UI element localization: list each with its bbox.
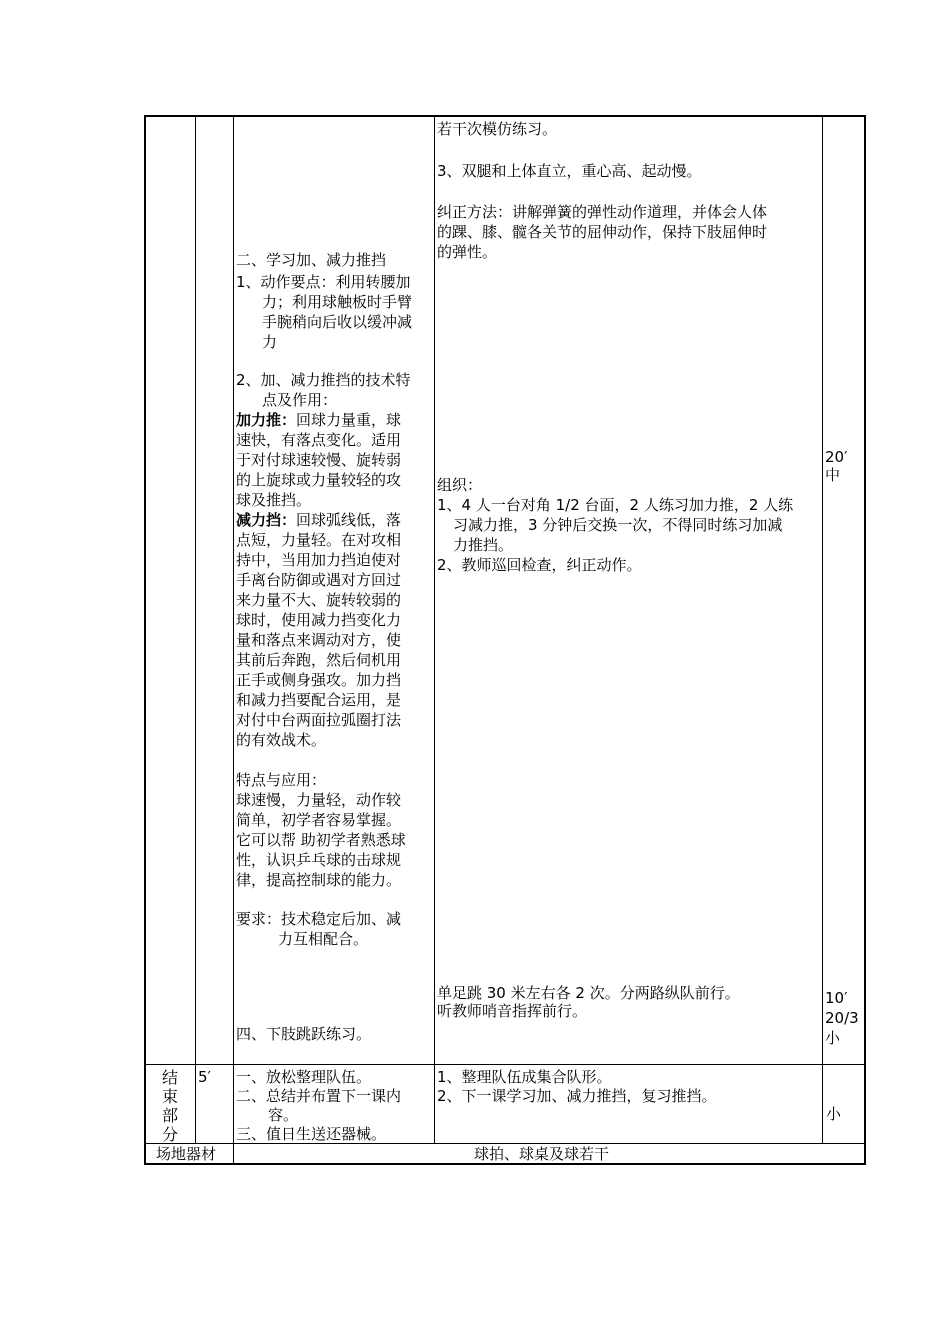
method-line: 若干次模仿练习。 — [437, 120, 558, 138]
organisation-title: 组织： — [437, 476, 483, 494]
organisation-line: 力推挡。 — [453, 536, 514, 554]
end-section-top-border — [144, 1064, 866, 1065]
jia-text: 回球力量重，球 — [296, 411, 402, 429]
jian-paragraph-line: 手离台防御或遇对方回过 — [236, 571, 402, 589]
jia-paragraph-line — [236, 411, 401, 430]
jia-paragraph-line: 于对付球速较慢、旋转弱 — [236, 451, 402, 469]
jia-label: 加力推： — [236, 411, 297, 429]
jump-line: 听教师哨音指挥前行。 — [437, 1002, 588, 1020]
jian-paragraph-line: 和减力挡要配合运用，是 — [236, 691, 402, 709]
jian-paragraph-line: 正手或侧身强攻。加力挡 — [236, 671, 402, 689]
end-section-label-char: 部 — [161, 1106, 178, 1125]
table-right-border — [864, 115, 866, 1165]
section-two-title: 二、学习加、减力推挡 — [236, 251, 387, 269]
method-line: 的踝、膝、髋各关节的屈伸动作，保持下肢屈伸时 — [437, 223, 768, 241]
jian-paragraph-line: 来力量不大、旋转较弱的 — [236, 591, 402, 609]
end-content-line: 一、放松整理队伍。 — [236, 1068, 372, 1086]
tech-features-line: 2、加、减力推挡的技术特 — [236, 371, 411, 389]
jian-paragraph-line: 持中，当用加力挡迫使对 — [236, 551, 402, 569]
jian-paragraph-line: 球时，使用减力挡变化力 — [236, 611, 402, 629]
col-divider-1 — [195, 115, 196, 1144]
jian-paragraph-line: 的有效战术。 — [236, 731, 327, 749]
table-top-border — [144, 115, 866, 117]
key-points-line: 1、动作要点：利用转腰加 — [236, 273, 411, 291]
col-divider-3 — [434, 115, 435, 1144]
end-organisation-line: 2、下一课学习加、减力推挡，复习推挡。 — [437, 1087, 717, 1105]
table-left-border — [144, 115, 146, 1165]
method-line: 的弹性。 — [437, 243, 498, 261]
time-value: 20/3 — [825, 1009, 859, 1027]
requirement-line: 力互相配合。 — [278, 930, 369, 948]
requirement-line: 要求：技术稳定后加、减 — [236, 910, 402, 928]
end-section-time: 5′ — [198, 1068, 211, 1086]
feature-line: 它可以帮 助初学者熟悉球 — [236, 831, 406, 849]
jian-paragraph-line: 点短，力量轻。在对攻相 — [236, 531, 402, 549]
key-points-line: 力；利用球触板时手臂 — [262, 293, 413, 311]
jian-label: 减力挡： — [236, 511, 297, 529]
end-intensity: 小 — [826, 1105, 842, 1123]
feature-line: 性，认识乒乓球的击球规 — [236, 851, 402, 869]
feature-title: 特点与应用： — [236, 771, 327, 789]
tech-features-line: 点及作用： — [262, 391, 338, 409]
organisation-line: 1、4 人一台对角 1/2 台面，2 人练习加力推，2 人练 — [437, 496, 794, 514]
key-points-line: 力 — [262, 333, 278, 351]
time-value: 20′ — [825, 448, 848, 466]
method-line: 3、双腿和上体直立，重心高、起动慢。 — [437, 162, 702, 180]
jian-paragraph-line — [236, 511, 401, 530]
col-divider-2 — [233, 115, 234, 1165]
section-four-title: 四、下肢跳跃练习。 — [236, 1025, 372, 1043]
feature-line: 简单，初学者容易掌握。 — [236, 811, 402, 829]
jia-paragraph-line: 球及推挡。 — [236, 491, 312, 509]
organisation-line: 习减力推，3 分钟后交换一次，不得同时练习加减 — [453, 516, 783, 534]
intensity-value: 中 — [825, 466, 841, 484]
col-divider-4 — [822, 115, 823, 1144]
jian-paragraph-line: 对付中台两面拉弧圈打法 — [236, 711, 402, 729]
jia-paragraph-line: 速快，有落点变化。适用 — [236, 431, 402, 449]
jia-paragraph-line: 的上旋球或力量较轻的攻 — [236, 471, 402, 489]
end-content-line: 二、总结并布置下一课内 — [236, 1087, 402, 1105]
jian-paragraph-line: 量和落点来调动对方，使 — [236, 631, 402, 649]
end-organisation-line: 1、整理队伍成集合队形。 — [437, 1068, 612, 1086]
jian-text: 回球弧线低，落 — [296, 511, 402, 529]
time-value: 10′ — [825, 989, 848, 1007]
jian-paragraph-line: 其前后奔跑，然后伺机用 — [236, 651, 402, 669]
footer-label: 场地器材 — [156, 1145, 217, 1163]
organisation-line: 2、教师巡回检查，纠正动作。 — [437, 556, 642, 574]
end-section-label-char: 分 — [161, 1125, 178, 1144]
end-section-label-char: 结 — [161, 1068, 178, 1087]
jump-line: 单足跳 30 米左右各 2 次。分两路纵队前行。 — [437, 984, 740, 1002]
end-content-line: 三、值日生送还器械。 — [236, 1125, 387, 1143]
method-line: 纠正方法：讲解弹簧的弹性动作道理，并体会人体 — [437, 203, 768, 221]
intensity-value: 小 — [825, 1029, 841, 1047]
key-points-line: 手腕稍向后收以缓冲减 — [262, 313, 413, 331]
feature-line: 球速慢，力量轻，动作较 — [236, 791, 402, 809]
end-content-line: 容。 — [268, 1106, 299, 1124]
end-section-label-char: 束 — [161, 1087, 178, 1106]
footer-value: 球拍、球桌及球若干 — [474, 1145, 610, 1163]
feature-line: 律，提高控制球的能力。 — [236, 871, 402, 889]
